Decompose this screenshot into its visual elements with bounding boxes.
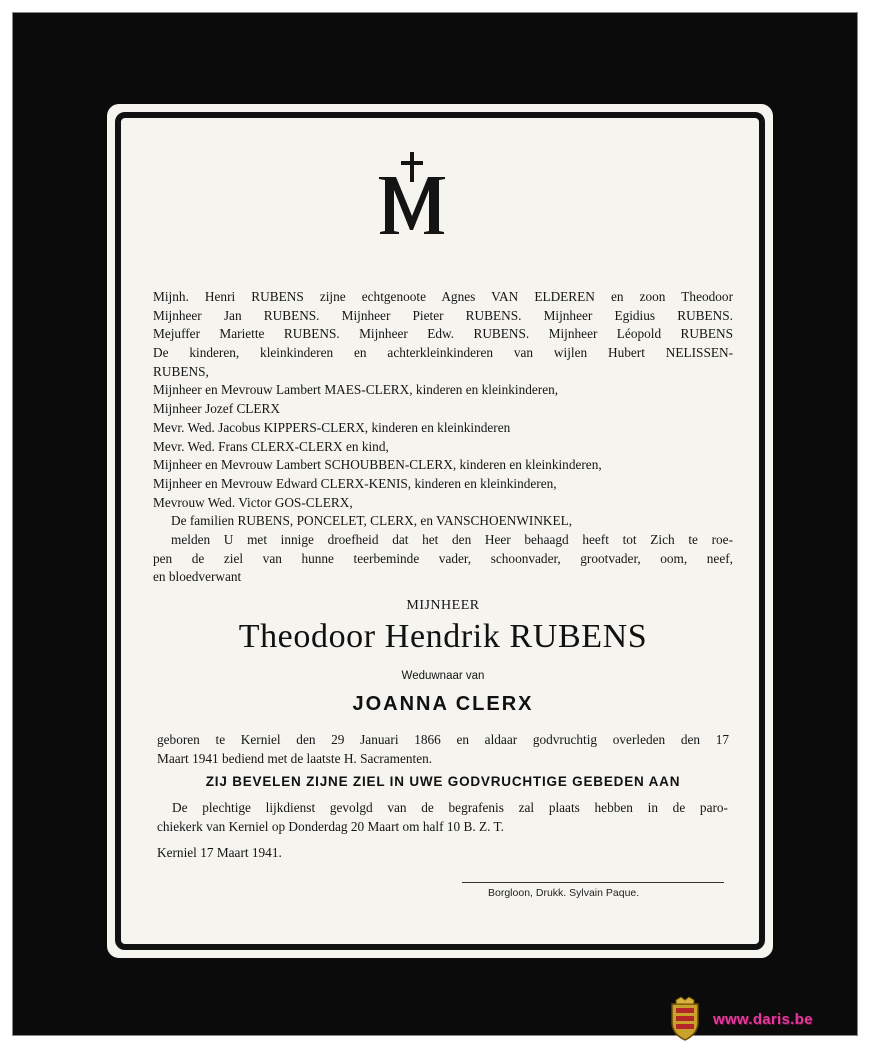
family-announcement — [153, 288, 733, 587]
service-line: chiekerk van Kerniel op Donderdag 20 Maart om half 10 B. Z. T. — [157, 818, 504, 834]
family-line: Mijnheer en Mevrouw Lambert MAES-CLERX, kinderen en kleinkinderen, — [153, 382, 559, 398]
family-line: Mijnh. Henri RUBENS zijne echtgenoote Agnes VAN ELDEREN en zoon Theodoor — [153, 289, 733, 304]
family-line: De kinderen, kleinkinderen en achterkleinkinderen van wijlen Hubert NELISSEN- — [153, 345, 733, 361]
service-line: De plechtige lijkdienst gevolgd van de begrafenis zal plaats hebben in de paro- — [172, 800, 728, 815]
family-line: pen de ziel van hunne teerbeminde vader, schoonvader, grootvader, oom, neef, — [153, 550, 733, 566]
family-line: Mevrouw Wed. Victor GOS-CLERX, — [153, 494, 353, 510]
funeral-service — [157, 799, 728, 836]
prayer-request: ZIJ BEVELEN ZIJNE ZIEL IN UWE GODVRUCHTIGE GEBEDEN AAN — [205, 774, 681, 789]
coat-of-arms-logo-icon — [668, 996, 702, 1042]
detail-line: Maart 1941 bediend met de laatste H. Sacramenten. — [157, 750, 433, 766]
widower-label: Weduwnaar van — [401, 670, 485, 682]
family-line: Mijnheer Jan RUBENS. Mijnheer Pieter RUBENS. Mijnheer Egidius RUBENS. — [153, 307, 733, 323]
cross-monogram-icon — [374, 150, 450, 236]
family-line: Mevr. Wed. Frans CLERX-CLERX en kind, — [153, 438, 389, 454]
detail-line: geboren te Kerniel den 29 Januari 1866 en aldaar godvruchtig overleden den 17 — [157, 732, 729, 747]
family-line: en bloedverwant — [153, 569, 242, 585]
family-line: Mevr. Wed. Jacobus KIPPERS-CLERX, kinderen en kleinkinderen — [153, 419, 511, 435]
family-line: De familien RUBENS, PONCELET, CLERX, en VANSCHOENWINKEL, — [171, 513, 573, 529]
family-line: Mijnheer Jozef CLERX — [153, 401, 281, 417]
family-line: Mijnheer en Mevrouw Edward CLERX-KENIS, kinderen en kleinkinderen, — [153, 475, 557, 491]
spouse-name: JOANNA CLERX — [352, 693, 534, 715]
title-prefix: MIJNHEER — [406, 598, 480, 613]
dateline: Kerniel 17 Maart 1941. — [157, 845, 282, 860]
family-line: melden U met innige droefheid dat het den Heer behaagd heeft tot Zich te roe- — [171, 531, 733, 547]
birth-death-details — [157, 731, 729, 768]
family-line: Mijnheer en Mevrouw Lambert SCHOUBBEN-CLERX, kinderen en kleinkinderen, — [153, 457, 602, 473]
watermark-site-link[interactable]: www.daris.be — [713, 1011, 813, 1028]
family-line: RUBENS, — [153, 363, 209, 379]
deceased-name: Theodoor Hendrik RUBENS — [238, 618, 648, 655]
family-line: Mejuffer Mariette RUBENS. Mijnheer Edw. RUBENS. Mijnheer Léopold RUBENS — [153, 326, 733, 342]
printer-divider — [462, 882, 724, 883]
printer-credit: Borgloon, Drukk. Sylvain Paque. — [488, 887, 640, 899]
